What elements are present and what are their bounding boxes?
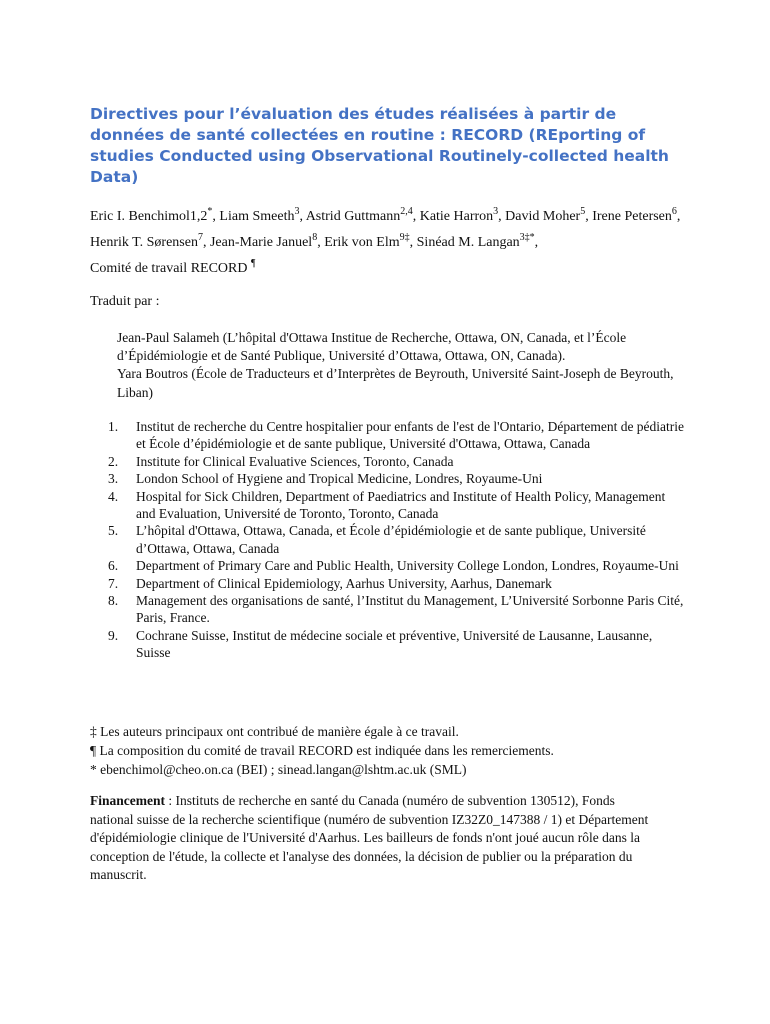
affiliation-text: Cochrane Suisse, Institut de médecine sociale et préventive, Université de Lausanne, Lausanne, Suisse	[136, 627, 653, 661]
translator-list	[117, 329, 682, 402]
affiliation-item	[108, 575, 688, 592]
affiliation-list	[108, 418, 688, 662]
affiliation-number: 6.	[108, 558, 119, 574]
author-name: , Astrid Guttmann	[299, 209, 401, 224]
affiliation-text: London School of Hygiene and Tropical Medicine, Londres, Royaume-Uni	[136, 471, 543, 487]
footnote-committee: ¶ La composition du comité de travail RECORD est indiquée dans les remerciements.	[90, 743, 554, 758]
affiliation-item	[108, 453, 688, 470]
author-affiliation: 6	[671, 206, 677, 217]
affiliation-item	[108, 488, 688, 523]
affiliation-item	[108, 470, 688, 487]
affiliation-text: Department of Clinical Epidemiology, Aarhus University, Aarhus, Danemark	[136, 575, 552, 591]
author-name: , Jean-Marie Januel	[202, 235, 313, 250]
affiliation-number: 8.	[108, 593, 119, 609]
author-name: , Sinéad M. Langan	[409, 235, 520, 250]
author-name: , Katie Harron	[412, 209, 494, 224]
affiliation-number: 7.	[108, 575, 119, 591]
affiliation-text: Department of Primary Care and Public Health, University College London, Londres, Royaume-Uni	[136, 558, 679, 574]
author-name: Eric I. Benchimol	[90, 209, 190, 224]
funding-text: : Instituts de recherche en santé du Canada (numéro de subvention 130512), Fonds national suisse de la recherche scientifique (numéro de subvention IZ32Z0_147388 / 1) et Département d'épidémiologie clinique de l'Université d'Aarhus. Les bailleurs de fonds n'ont joué aucun rôle dans la conception de l'étude, la collecte et l'analyse des données, la décision de publier ou la préparation du manuscrit.	[90, 793, 649, 882]
affiliation-number: 9.	[108, 627, 119, 643]
author-affiliation: 3	[493, 206, 499, 217]
committee-name: Comité de travail RECORD	[90, 261, 248, 276]
affiliation-text: Institute for Clinical Evaluative Sciences, Toronto, Canada	[136, 453, 454, 469]
affiliation-number: 3.	[108, 471, 119, 487]
footnote-equal-contribution: ‡ Les auteurs principaux ont contribué de manière égale à ce travail.	[90, 724, 459, 739]
author-list	[90, 204, 690, 282]
affiliation-text: Institut de recherche du Centre hospitalier pour enfants de l'est de l'Ontario, Département de pédiatrie et École d’épidémiologie et de sante publique, Université d'Ottawa, Ottawa, Canada	[136, 419, 685, 452]
author-affiliation: 9‡	[399, 232, 410, 243]
author-affiliation: 3	[294, 206, 300, 217]
affiliation-text: Hospital for Sick Children, Department of Paediatrics and Institute of Health Policy, Management and Evaluation, Université de Toronto, Toronto, Canada	[136, 488, 666, 522]
author-name: , Erik von Elm	[317, 235, 400, 250]
affiliation-number: 4.	[108, 488, 119, 504]
affiliation-number: 2.	[108, 453, 119, 469]
affiliation-item	[108, 627, 688, 662]
author-name: , Henrik T. Sørensen	[90, 209, 681, 250]
affiliation-text: L’hôpital d'Ottawa, Ottawa, Canada, et École d’épidémiologie et de sante publique, Université d’Ottawa, Ottawa, Canada	[136, 523, 646, 556]
author-name: , David Moher	[498, 209, 581, 224]
translator-item: Yara Boutros (École de Traducteurs et d’Interprètes de Beyrouth, Université Saint-Joseph de Beyrouth, Liban)	[117, 366, 674, 400]
author-affiliation: 2,4	[400, 206, 413, 217]
footnote-contact: * ebenchimol@cheo.on.ca (BEI) ; sinead.langan@lshtm.ac.uk (SML)	[90, 762, 467, 777]
affiliation-item	[108, 418, 688, 453]
affiliation-item	[108, 557, 688, 574]
author-name: , Irene Petersen	[585, 209, 672, 224]
author-mark: *	[207, 206, 213, 217]
author-affiliation: 8	[312, 232, 318, 243]
author-affiliation: 5	[580, 206, 586, 217]
affiliation-number: 1.	[108, 419, 119, 434]
affiliation-item	[108, 522, 688, 557]
translated-by-label: Traduit par :	[90, 294, 160, 309]
funding-paragraph	[90, 792, 660, 885]
author-affiliation: 3‡*	[519, 232, 535, 243]
author-affiliation: 7	[197, 232, 203, 243]
committee-mark: ¶	[250, 258, 256, 269]
affiliation-number: 5.	[108, 523, 119, 539]
footnotes	[90, 722, 690, 779]
author-affiliation: 1,2	[189, 209, 208, 224]
author-name: , Liam Smeeth	[212, 209, 295, 224]
document-title: Directives pour l’évaluation des études réalisées à partir de données de santé collectées en routine : RECORD (REporting of studies Conducted using Observational Routinely-collected health Data)	[90, 105, 669, 186]
translator-item: Jean-Paul Salameh (L’hôpital d'Ottawa Institue de Recherche, Ottawa, ON, Canada, et l’École d’Épidémiologie et de Santé Publique, Université d’Ottawa, Ottawa, ON, Canada).	[117, 330, 627, 364]
affiliation-text: Management des organisations de santé, l’Institut du Management, L’Université Sorbonne Paris Cité, Paris, France.	[136, 593, 684, 626]
funding-label: Financement	[90, 793, 165, 808]
affiliation-item	[108, 592, 688, 627]
author-list-end: ,	[534, 235, 539, 250]
